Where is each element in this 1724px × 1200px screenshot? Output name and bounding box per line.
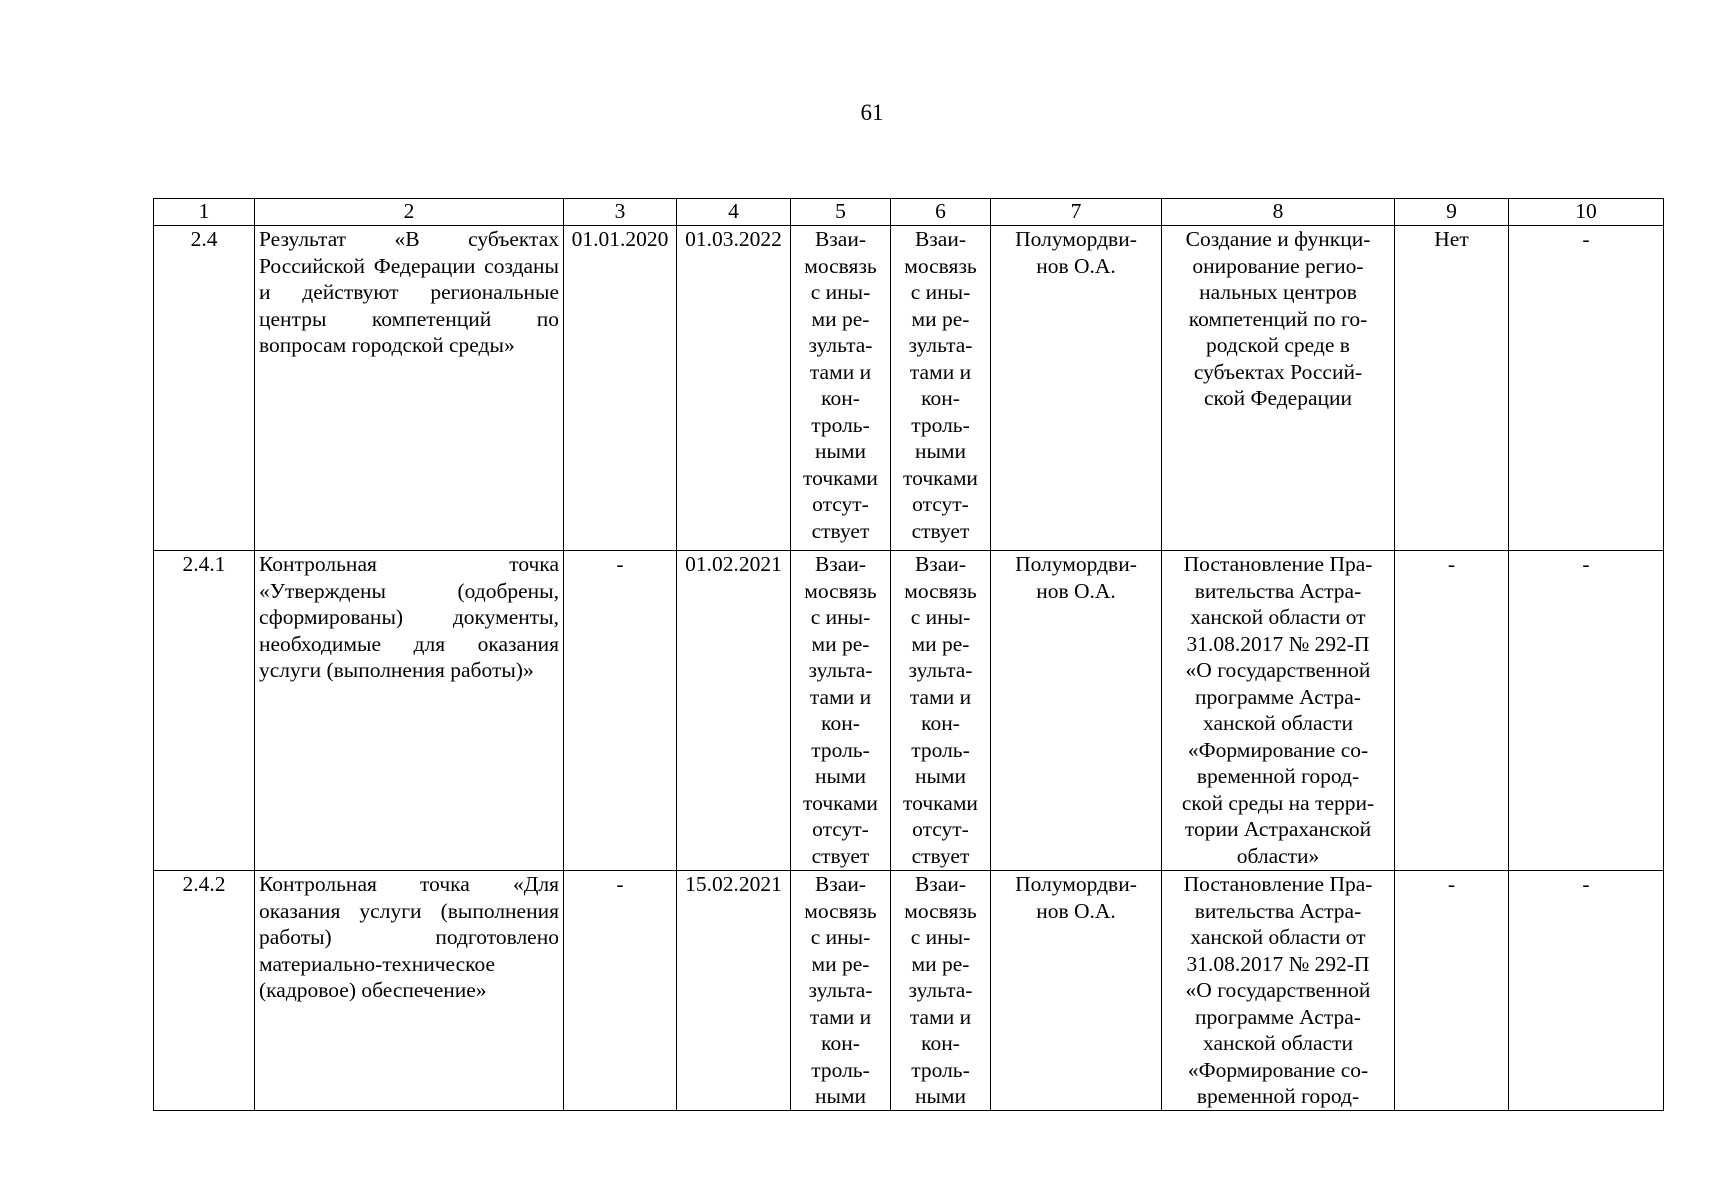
column-header: 4 bbox=[677, 199, 791, 226]
relation-next: Взаи- мосвязь с ины- ми ре- зульта- тами и кон- троль- ными bbox=[891, 871, 991, 1111]
document-description: Постановление Пра- вительства Астра- ханской области от 31.08.2017 № 292-П «О государственной программе Астра- ханской области «Формирование со- временной город- bbox=[1162, 871, 1395, 1111]
column-9-value: - bbox=[1395, 551, 1509, 871]
column-header: 6 bbox=[891, 199, 991, 226]
row-name: Контрольная точка «Для оказания услуги (выполнения работы) подготовлено материально-техническое (кадровое) обеспечение» bbox=[255, 871, 564, 1111]
relation-previous: Взаи- мосвязь с ины- ми ре- зульта- тами и кон- троль- ными bbox=[791, 871, 891, 1111]
column-9-value: Нет bbox=[1395, 226, 1509, 551]
row-name: Результат «В субъектах Российской Федерации созданы и действуют региональные центры компетенций по вопросам городской среды» bbox=[255, 226, 564, 551]
row-number: 2.4.2 bbox=[154, 871, 255, 1111]
responsible-person: Полумордви- нов О.А. bbox=[991, 871, 1162, 1111]
column-10-value: - bbox=[1509, 871, 1664, 1111]
end-date: 01.03.2022 bbox=[677, 226, 791, 551]
table-row bbox=[154, 551, 1664, 871]
row-number: 2.4.1 bbox=[154, 551, 255, 871]
responsible-person: Полумордви- нов О.А. bbox=[991, 551, 1162, 871]
column-10-value: - bbox=[1509, 226, 1664, 551]
plan-table bbox=[153, 198, 1664, 1111]
start-date: - bbox=[564, 551, 677, 871]
row-number: 2.4 bbox=[154, 226, 255, 551]
page-number: 61 bbox=[860, 100, 884, 125]
relation-previous: Взаи- мосвязь с ины- ми ре- зульта- тами и кон- троль- ными точками отсут- ствует bbox=[791, 551, 891, 871]
relation-previous: Взаи- мосвязь с ины- ми ре- зульта- тами и кон- троль- ными точками отсут- ствует bbox=[791, 226, 891, 551]
start-date: 01.01.2020 bbox=[564, 226, 677, 551]
column-header: 1 bbox=[154, 199, 255, 226]
end-date: 01.02.2021 bbox=[677, 551, 791, 871]
column-header: 9 bbox=[1395, 199, 1509, 226]
document-description: Постановление Пра- вительства Астра- ханской области от 31.08.2017 № 292-П «О государственной программе Астра- ханской области «Формирование со- временной город- ской среды на терри- тории Астраханской области» bbox=[1162, 551, 1395, 871]
column-numbers-row bbox=[154, 199, 1664, 226]
column-9-value: - bbox=[1395, 871, 1509, 1111]
document-description: Создание и функци- онирование регио- нальных центров компетенций по го- родской среде в субъектах Россий- ской Федерации bbox=[1162, 226, 1395, 551]
end-date: 15.02.2021 bbox=[677, 871, 791, 1111]
column-header: 3 bbox=[564, 199, 677, 226]
responsible-person: Полумордви- нов О.А. bbox=[991, 226, 1162, 551]
row-name: Контрольная точка «Утверждены (одобрены, сформированы) документы, необходимые для оказания услуги (выполнения работы)» bbox=[255, 551, 564, 871]
start-date: - bbox=[564, 871, 677, 1111]
column-header: 2 bbox=[255, 199, 564, 226]
relation-next: Взаи- мосвязь с ины- ми ре- зульта- тами и кон- троль- ными точками отсут- ствует bbox=[891, 551, 991, 871]
column-header: 5 bbox=[791, 199, 891, 226]
column-header: 8 bbox=[1162, 199, 1395, 226]
relation-next: Взаи- мосвязь с ины- ми ре- зульта- тами и кон- троль- ными точками отсут- ствует bbox=[891, 226, 991, 551]
column-header: 10 bbox=[1509, 199, 1664, 226]
column-header: 7 bbox=[991, 199, 1162, 226]
table-row bbox=[154, 871, 1664, 1111]
column-10-value: - bbox=[1509, 551, 1664, 871]
table-row bbox=[154, 226, 1664, 551]
